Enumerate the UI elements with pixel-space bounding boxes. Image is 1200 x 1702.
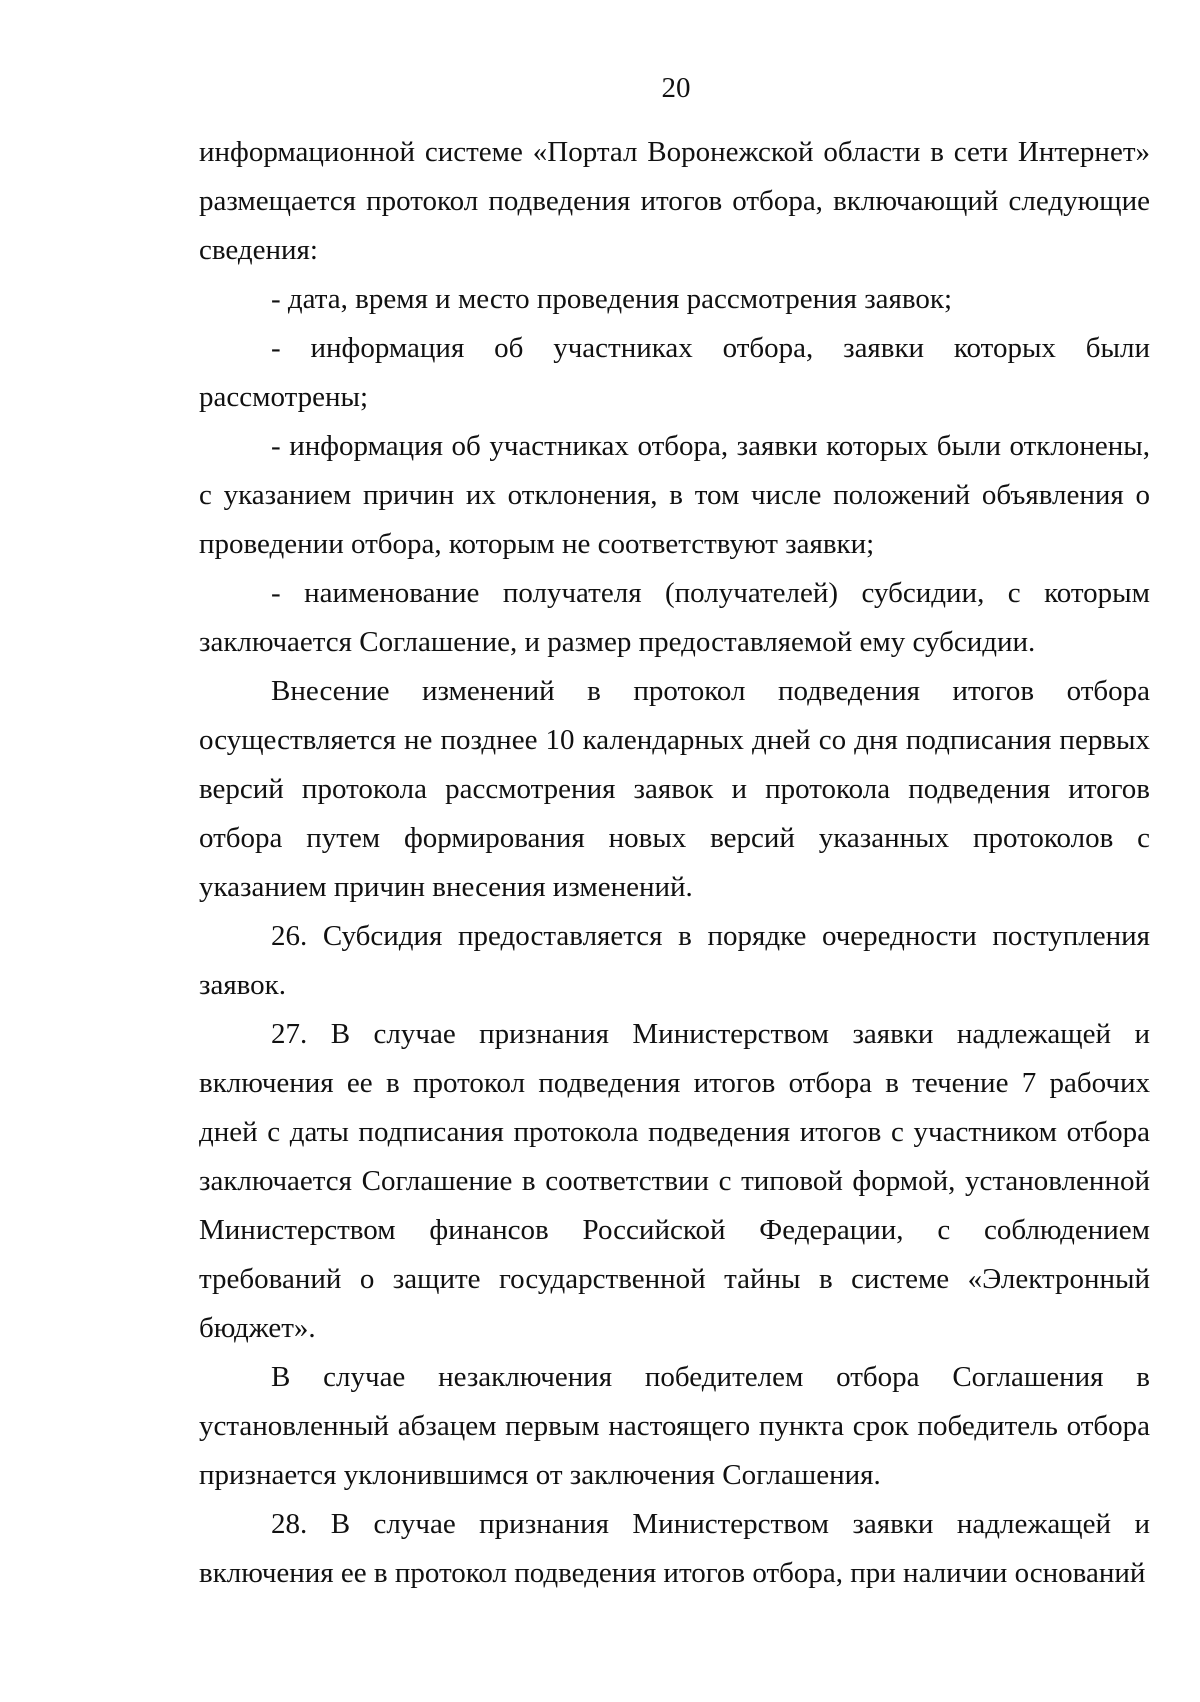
paragraph-item-27: 27. В случае признания Министерством заявки надлежащей и включения ее в протокол подведения итогов отбора в течение 7 рабочих дней с даты подписания протокола подведения итогов с участником отбора заключается Соглашение в соответствии с типовой формой, установленной Министерством финансов Российской Федерации, с соблюдением требований о защите государственной тайны в системе «Электронный бюджет». [199,1018,1150,1344]
paragraph-item-26: 26. Субсидия предоставляется в порядке очередности поступления заявок. [199,920,1150,1001]
paragraph-non-conclusion: В случае незаключения победителем отбора Соглашения в установленный абзацем первым настоящего пункта срок победитель отбора признается уклонившимся от заключения Соглашения. [199,1361,1150,1491]
page-number: 20 [661,72,691,104]
paragraph-continuation: информационной системе «Портал Воронежской области в сети Интернет» размещается протокол подведения итогов отбора, включающий следующие сведения: [199,136,1150,266]
document-body [199,128,1150,1598]
paragraph-item-28: 28. В случае признания Министерством заявки надлежащей и включения ее в протокол подведения итогов отбора, при наличии оснований [199,1508,1150,1589]
list-item-recipient-name: - наименование получателя (получателей) субсидии, с которым заключается Соглашение, и размер предоставляемой ему субсидии. [199,577,1150,658]
list-item-reviewed-participants: - информация об участниках отбора, заявки которых были рассмотрены; [199,332,1150,413]
list-item-rejected-participants: - информация об участниках отбора, заявки которых были отклонены, с указанием причин их отклонения, в том числе положений объявления о проведении отбора, которым не соответствуют заявки; [199,430,1150,560]
list-item-date-time-place: - дата, время и место проведения рассмотрения заявок; [271,283,953,315]
paragraph-protocol-changes: Внесение изменений в протокол подведения итогов отбора осуществляется не позднее 10 календарных дней со дня подписания первых версий протокола рассмотрения заявок и протокола подведения итогов отбора путем формирования новых версий указанных протоколов с указанием причин внесения изменений. [199,675,1150,903]
